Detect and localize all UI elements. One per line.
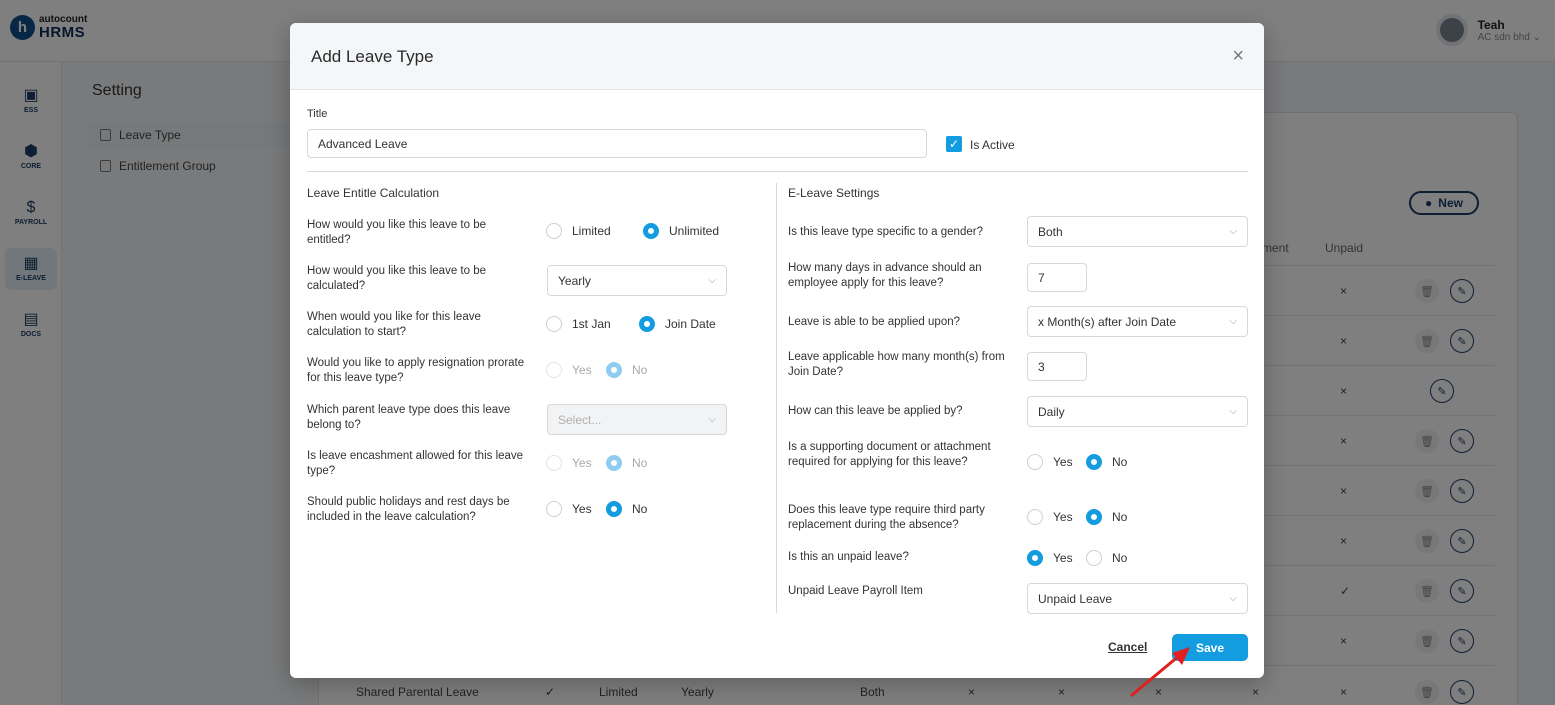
question-applied-upon: Leave is able to be applied upon? xyxy=(788,316,961,328)
question-unpaid: Is this an unpaid leave? xyxy=(788,551,909,563)
applied-upon-select[interactable]: x Month(s) after Join Date ⌵ xyxy=(1027,306,1248,337)
close-icon[interactable]: × xyxy=(1232,45,1244,67)
radio-doc-yes[interactable]: Yes xyxy=(1027,454,1073,470)
question-prorate: Would you like to apply resignation prorate for this leave type? xyxy=(307,357,525,384)
check-icon: ✓ xyxy=(948,137,960,151)
radio-encash-no[interactable]: No xyxy=(606,455,647,471)
question-supporting-doc: Is a supporting document or attachment required for applying for this leave? xyxy=(788,441,991,468)
cancel-button[interactable]: Cancel xyxy=(1108,640,1148,654)
question-parent: Which parent leave type does this leave belong to? xyxy=(307,404,511,431)
dialog-header xyxy=(290,23,1264,90)
title-label: Title xyxy=(307,108,328,120)
days-advance-input[interactable]: 7 xyxy=(1027,263,1087,292)
question-entitled: How would you like this leave to be entitled? xyxy=(307,219,486,246)
radio-prorate-yes[interactable]: Yes xyxy=(546,362,592,378)
question-start: When would you like for this leave calculation to start? xyxy=(307,311,481,338)
question-payroll-item: Unpaid Leave Payroll Item xyxy=(788,585,923,597)
is-active-label: Is Active xyxy=(970,138,1015,152)
chevron-down-icon: ⌵ xyxy=(1229,316,1237,327)
applied-by-select[interactable]: Daily ⌵ xyxy=(1027,396,1248,427)
radio-replacement-yes[interactable]: Yes xyxy=(1027,509,1073,525)
chevron-down-icon: ⌵ xyxy=(708,414,716,425)
payroll-item-select[interactable]: Unpaid Leave ⌵ xyxy=(1027,583,1248,614)
dialog-title: Add Leave Type xyxy=(311,47,434,66)
radio-unlimited[interactable]: Unlimited xyxy=(643,223,719,239)
radio-join-date[interactable]: Join Date xyxy=(639,316,716,332)
radio-replacement-no[interactable]: No xyxy=(1086,509,1127,525)
question-gender: Is this leave type specific to a gender? xyxy=(788,226,983,238)
chevron-down-icon: ⌵ xyxy=(708,275,716,286)
radio-1st-jan[interactable]: 1st Jan xyxy=(546,316,611,332)
is-active-checkbox[interactable] xyxy=(946,136,962,152)
gender-select[interactable]: Both ⌵ xyxy=(1027,216,1248,247)
question-calculated: How would you like this leave to be calculated? xyxy=(307,265,486,292)
radio-holidays-no[interactable]: No xyxy=(606,501,647,517)
radio-encash-yes[interactable]: Yes xyxy=(546,455,592,471)
calculation-select[interactable]: Yearly ⌵ xyxy=(547,265,727,296)
parent-leave-select[interactable]: Select... ⌵ xyxy=(547,404,727,435)
add-leave-type-dialog xyxy=(290,23,1264,678)
section-title-eleave: E-Leave Settings xyxy=(788,186,880,200)
chevron-down-icon: ⌵ xyxy=(1229,226,1237,237)
divider xyxy=(307,171,1248,172)
divider xyxy=(776,183,777,613)
question-holidays: Should public holidays and rest days be included in the leave calculation? xyxy=(307,496,510,523)
question-encashment: Is leave encashment allowed for this leave type? xyxy=(307,450,524,477)
chevron-down-icon: ⌵ xyxy=(1229,406,1237,417)
radio-holidays-yes[interactable]: Yes xyxy=(546,501,592,517)
radio-unpaid-yes[interactable]: Yes xyxy=(1027,550,1073,566)
question-applied-by: How can this leave be applied by? xyxy=(788,405,963,417)
annotation-arrow-icon xyxy=(1128,645,1198,700)
radio-unpaid-no[interactable]: No xyxy=(1086,550,1127,566)
question-replacement: Does this leave type require third party replacement during the absence? xyxy=(788,504,985,531)
section-title-entitle: Leave Entitle Calculation xyxy=(307,186,440,200)
radio-doc-no[interactable]: No xyxy=(1086,454,1127,470)
question-days-advance: How many days in advance should an employee apply for this leave? xyxy=(788,262,982,289)
radio-prorate-no[interactable]: No xyxy=(606,362,647,378)
save-button[interactable]: Save xyxy=(1172,634,1248,661)
question-months: Leave applicable how many month(s) from Join Date? xyxy=(788,351,1005,378)
chevron-down-icon: ⌵ xyxy=(1229,593,1237,604)
title-input[interactable]: Advanced Leave xyxy=(307,129,927,158)
months-input[interactable]: 3 xyxy=(1027,352,1087,381)
radio-limited[interactable]: Limited xyxy=(546,223,611,239)
